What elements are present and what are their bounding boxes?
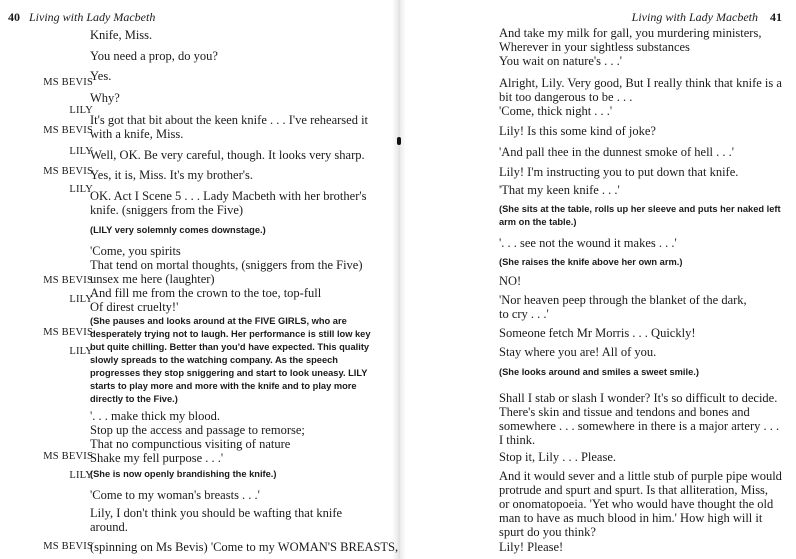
dialogue — [90, 506, 370, 534]
direction-line: (LILY very solemnly comes downstage.) — [90, 225, 266, 235]
dialogue-line: Why? — [90, 91, 120, 105]
dialogue — [499, 450, 784, 464]
dialogue-line: Shall I stab or slash I wonder? It's so difficult to decide. — [499, 391, 778, 405]
dialogue-line: And take my milk for gall, you murdering ministers, — [499, 26, 762, 40]
dialogue — [499, 469, 784, 539]
dialogue-line: That tend on mortal thoughts, (sniggers from the Five) — [90, 258, 363, 272]
speaker-name: MS BEVIS — [43, 125, 93, 136]
dialogue-line: Yes, it is, Miss. It's my brother's. — [90, 168, 253, 182]
dialogue — [90, 189, 370, 217]
dialogue-line: Shake my fell purpose . . .' — [90, 451, 224, 465]
dialogue-line: Knife, Miss. — [90, 28, 153, 42]
dialogue-line: NO! — [499, 274, 522, 288]
direction-line: (She is now openly brandishing the knife.) — [90, 469, 277, 479]
dialogue — [499, 165, 784, 179]
dialogue — [499, 274, 784, 288]
dialogue — [90, 409, 370, 465]
dialogue-line: Wherever in your sightless substances — [499, 40, 690, 54]
dialogue-line: Lily! Is this some kind of joke? — [499, 124, 656, 138]
dialogue-line: Well, OK. Be very careful, though. It looks very sharp. — [90, 148, 365, 162]
dialogue-line: I think. — [499, 433, 536, 447]
speaker-name: MS BEVIS — [43, 77, 93, 88]
dialogue-line: Lily! Please! — [499, 540, 564, 554]
left-page-number: 40 — [8, 10, 20, 24]
dialogue-line: with a knife, Miss. — [90, 127, 184, 141]
dialogue-line: And it would sever and a little stub of purple pipe would — [499, 469, 782, 483]
dialogue-line: 'Come, thick night . . .' — [499, 104, 613, 118]
dialogue — [90, 168, 370, 182]
dialogue-line: protrude and spurt and spurt. Is that alliteration, Miss, — [499, 483, 769, 497]
speaker-name: MS BEVIS — [43, 327, 93, 338]
dialogue — [499, 124, 784, 138]
dialogue-line: bit too dangerous to be . . . — [499, 90, 633, 104]
speaker-name: MS BEVIS — [43, 541, 93, 552]
dialogue-line: You wait on nature's . . .' — [499, 54, 623, 68]
direction-line: progresses they stop sniggering and start to look uneasy. LILY — [90, 368, 368, 378]
dialogue-line: 'And pall thee in the dunnest smoke of hell . . .' — [499, 145, 735, 159]
dialogue-line: Alright, Lily. Very good, But I really think that knife is a — [499, 76, 782, 90]
speaker-name: LILY — [69, 470, 93, 481]
dialogue-line: Someone fetch Mr Morris . . . Quickly! — [499, 326, 696, 340]
stage-direction-text — [499, 256, 784, 269]
left-running-head: Living with Lady Macbeth — [29, 10, 156, 24]
dialogue-line: Yes. — [90, 69, 112, 83]
stage-direction-text — [90, 468, 370, 481]
speaker-name: MS BEVIS — [43, 275, 93, 286]
stage-direction-text — [499, 203, 784, 229]
dialogue — [90, 244, 370, 314]
dialogue-line: '. . . make thick my blood. — [90, 409, 221, 423]
dialogue — [499, 104, 784, 118]
direction-line: but quite chilling. Better than you'd have expected. This quality — [90, 342, 370, 352]
dialogue-line: That no compunctious visiting of nature — [90, 437, 291, 451]
dialogue-line: Of direst cruelty!' — [90, 300, 179, 314]
speaker-name: LILY — [69, 146, 93, 157]
dialogue — [499, 76, 784, 104]
dialogue — [499, 183, 784, 197]
dialogue-line: 'That my keen knife . . .' — [499, 183, 620, 197]
speaker-name: LILY — [69, 105, 93, 116]
dialogue-line: Stay where you are! All of you. — [499, 345, 657, 359]
dialogue — [499, 391, 784, 447]
left-page-header — [8, 10, 155, 25]
dialogue-line: or onomatopoeia. 'Yet who would have thought the old — [499, 497, 774, 511]
direction-line: (She looks around and smiles a sweet smile.) — [499, 367, 699, 377]
dialogue — [499, 26, 784, 68]
dialogue-line: 'Nor heaven peep through the blanket of the dark, — [499, 293, 747, 307]
direction-line: (She raises the knife above her own arm.) — [499, 257, 683, 267]
dialogue — [499, 326, 784, 340]
speaker-name: MS BEVIS — [43, 451, 93, 462]
speaker-name: LILY — [69, 184, 93, 195]
dialogue — [90, 91, 370, 105]
dialogue-line: knife. (sniggers from the Five) — [90, 203, 244, 217]
stage-direction-text — [90, 315, 370, 406]
dialogue — [499, 293, 784, 321]
dialogue-line: Lily, I don't think you should be wafting that knife — [90, 506, 343, 520]
direction-line: slowly spreads to the watching company. As the speech — [90, 355, 338, 365]
dialogue-line: man to have as much blood in him.' How high will it — [499, 511, 763, 525]
stage-direction-text — [499, 366, 784, 379]
right-running-head: Living with Lady Macbeth — [631, 10, 758, 24]
stage-direction-text — [90, 224, 370, 237]
dialogue — [90, 148, 370, 162]
dialogue — [499, 236, 784, 250]
dialogue-line: around. — [90, 520, 128, 534]
dialogue — [90, 28, 370, 42]
dialogue-line: There's skin and tissue and tendons and bones and — [499, 405, 750, 419]
dialogue-line: You need a prop, do you? — [90, 49, 218, 63]
dialogue — [90, 49, 370, 63]
direction-line: (She pauses and looks around at the FIVE GIRLS, who are — [90, 316, 347, 326]
direction-line: starts to play more and more with the knife and to play more — [90, 381, 357, 391]
speaker-name: LILY — [69, 294, 93, 305]
dialogue-line: 'Come to my woman's breasts . . .' — [90, 488, 260, 502]
dialogue — [90, 488, 370, 502]
right-page-header — [632, 10, 782, 25]
speaker-name: LILY — [69, 346, 93, 357]
dialogue-line: to cry . . .' — [499, 307, 549, 321]
speaker-name: MS BEVIS — [43, 166, 93, 177]
right-page-number: 41 — [770, 10, 782, 24]
direction-line: directly to the Five.) — [90, 394, 178, 404]
direction-line: desperately trying not to laugh. Her performance is still low key — [90, 329, 371, 339]
dialogue-line: Stop up the access and passage to remorse; — [90, 423, 305, 437]
dialogue-line: unsex me here (laughter) — [90, 272, 215, 286]
dialogue-line: '. . . see not the wound it makes . . .' — [499, 236, 677, 250]
dialogue-line: It's got that bit about the keen knife . . . I've rehearsed it — [90, 113, 369, 127]
dialogue-line: OK. Act I Scene 5 . . . Lady Macbeth with her brother's — [90, 189, 367, 203]
dialogue-line: And fill me from the crown to the toe, top-full — [90, 286, 322, 300]
direction-line: (She sits at the table, rolls up her sleeve and puts her naked left — [499, 204, 781, 214]
dialogue-line: Stop it, Lily . . . Please. — [499, 450, 617, 464]
dialogue — [90, 69, 370, 83]
dialogue-line: 'Come, you spirits — [90, 244, 181, 258]
dialogue — [499, 145, 784, 159]
direction-line: arm on the table.) — [499, 217, 577, 227]
dialogue-line: (spinning on Ms Bevis) 'Come to my WOMAN'S BREASTS, — [90, 540, 399, 554]
dialogue-line: somewhere . . . somewhere in there is a major artery . . . — [499, 419, 780, 433]
dialogue-line: Lily! I'm instructing you to put down that knife. — [499, 165, 739, 179]
dialogue — [90, 113, 370, 141]
dialogue-line: spurt do you think? — [499, 525, 596, 539]
dialogue — [499, 540, 784, 554]
dialogue — [90, 540, 399, 554]
dialogue — [499, 345, 784, 359]
